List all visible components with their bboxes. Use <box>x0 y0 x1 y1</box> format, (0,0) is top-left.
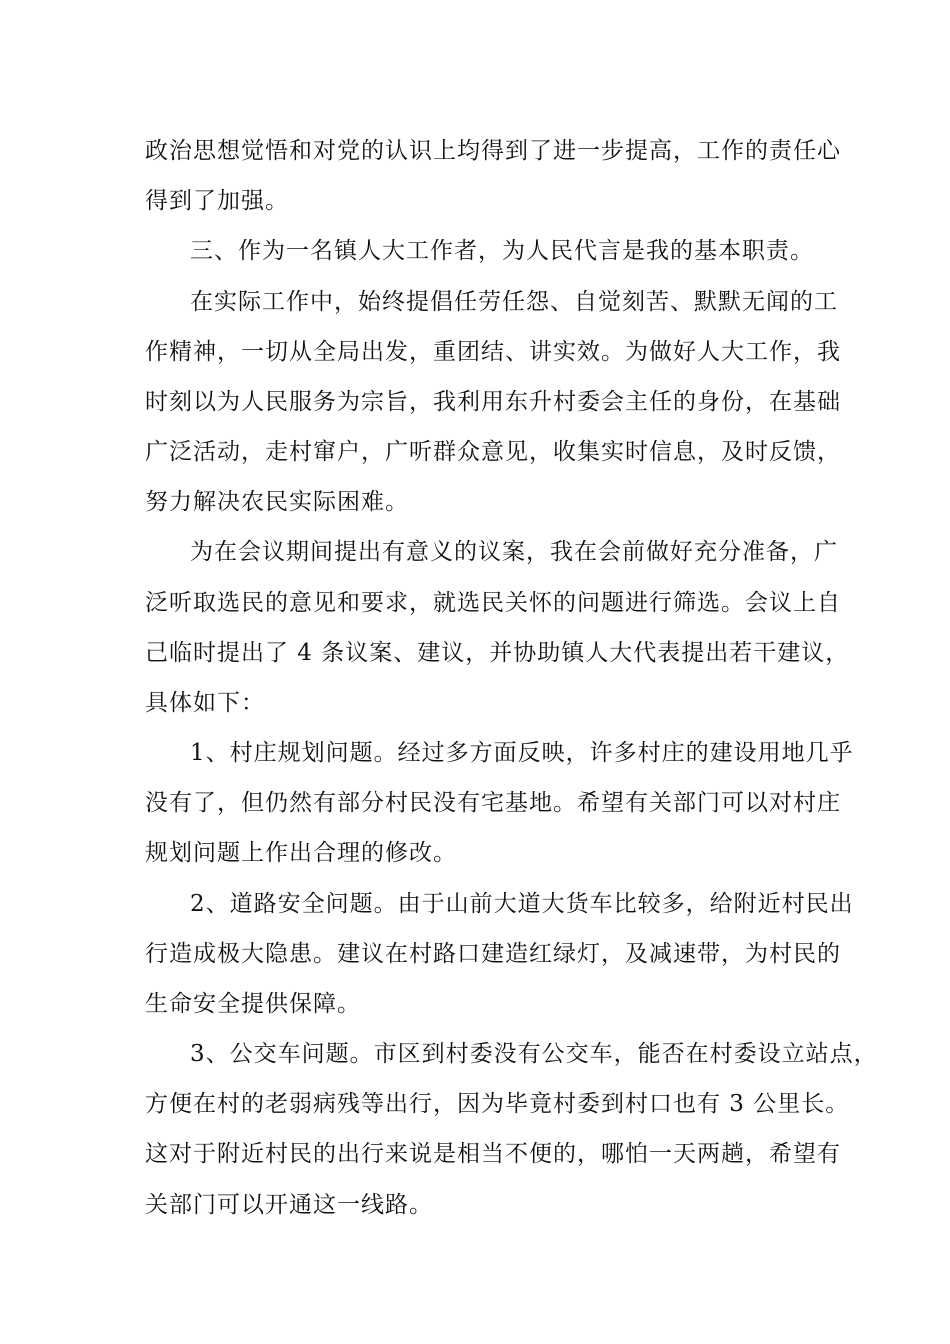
text-line: 规划问题上作出合理的修改。 <box>145 840 457 866</box>
text-line: 时刻以为人民服务为宗旨，我利用东升村委会主任的身份，在基础 <box>145 389 841 415</box>
text-line: 广泛活动，走村窜户，广听群众意见，收集实时信息，及时反馈， <box>145 439 841 465</box>
text-line: 方便在村的老弱病残等出行，因为毕竟村委到村口也有 3 公里长。 <box>145 1091 850 1117</box>
text-line: 没有了，但仍然有部分村民没有宅基地。希望有关部门可以对村庄 <box>145 790 841 816</box>
text-line: 得到了加强。 <box>145 188 289 214</box>
text-line: 政治思想觉悟和对党的认识上均得到了进一步提高，工作的责任心 <box>145 138 841 164</box>
text-line: 作精神，一切从全局出发，重团结、讲实效。为做好人大工作，我 <box>145 339 841 365</box>
text-line: 为在会议期间提出有意义的议案，我在会前做好充分准备，广 <box>190 539 838 565</box>
section-heading: 三、作为一名镇人大工作者，为人民代言是我的基本职责。 <box>190 238 814 264</box>
list-item: 2、道路安全问题。由于山前大道大货车比较多，给附近村民出 <box>190 891 854 917</box>
list-item: 3、公交车问题。市区到村委没有公交车，能否在村委设立站点， <box>190 1041 878 1067</box>
text-line: 努力解决农民实际困难。 <box>145 489 409 515</box>
text-line: 行造成极大隐患。建议在村路口建造红绿灯，及减速带，为村民的 <box>145 941 841 967</box>
text-line: 泛听取选民的意见和要求，就选民关怀的问题进行筛选。会议上自 <box>145 590 841 616</box>
text-line: 在实际工作中，始终提倡任劳任怨、自觉刻苦、默默无闻的工 <box>190 289 838 315</box>
text-line: 关部门可以开通这一线路。 <box>145 1192 433 1218</box>
text-line: 具体如下： <box>145 690 265 716</box>
text-line: 己临时提出了 4 条议案、建议，并协助镇人大代表提出若干建议， <box>145 640 850 666</box>
text-line: 这对于附近村民的出行来说是相当不便的，哪怕一天两趟，希望有 <box>145 1141 841 1167</box>
list-item: 1、村庄规划问题。经过多方面反映，许多村庄的建设用地几乎 <box>190 740 854 766</box>
text-line: 生命安全提供保障。 <box>145 991 361 1017</box>
